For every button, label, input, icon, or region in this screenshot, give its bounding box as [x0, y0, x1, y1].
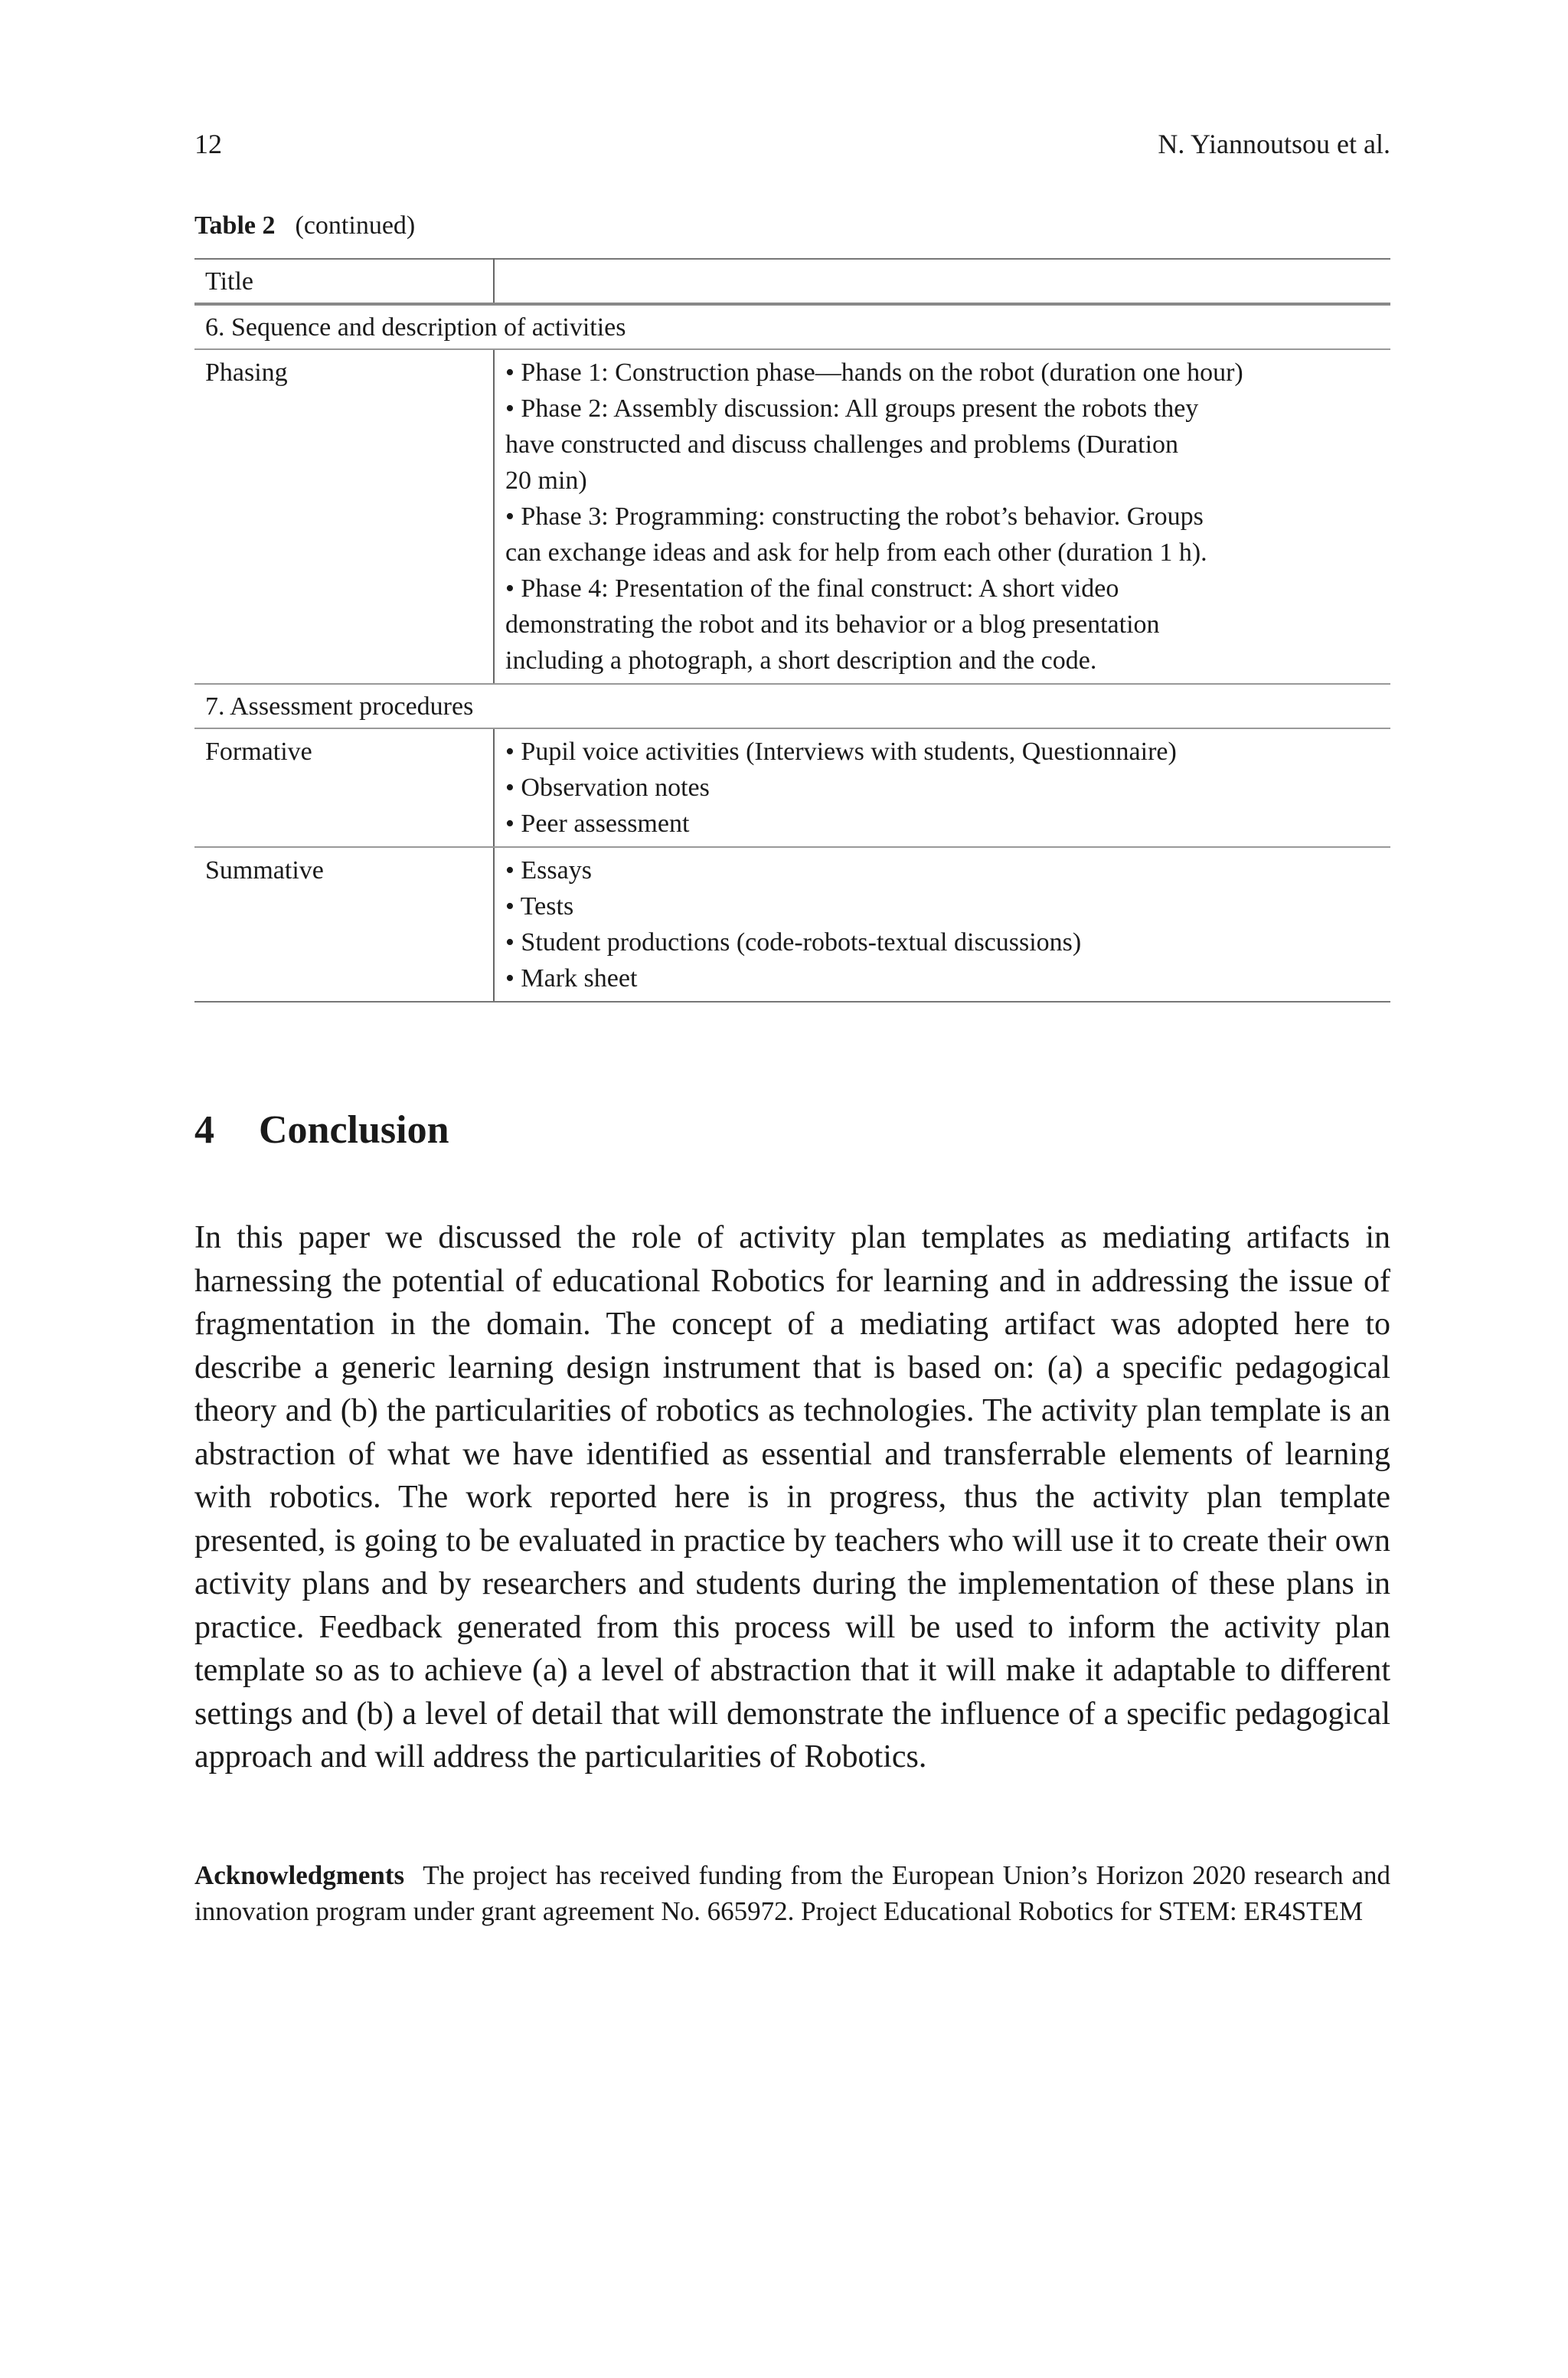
table-header-title: Title [194, 259, 494, 304]
formative-item: • Pupil voice activities (Interviews with students, Questionnaire) [505, 738, 1177, 766]
summative-item: • Essays [505, 856, 592, 885]
phasing-line: can exchange ideas and ask for help from each other (duration 1 h). [505, 538, 1207, 567]
formative-item: • Peer assessment [505, 810, 690, 838]
section-title: Conclusion [259, 1108, 449, 1152]
phasing-line: • Phase 4: Presentation of the final construct: A short video [505, 574, 1119, 603]
row-content-formative [494, 728, 1390, 847]
phasing-line: • Phase 1: Construction phase—hands on the robot (duration one hour) [505, 358, 1243, 387]
row-content-phasing [494, 349, 1390, 684]
summative-item: • Student productions (code-robots-textual discussions) [505, 928, 1082, 957]
table-header-row [194, 259, 1390, 304]
table-section-row [194, 304, 1390, 349]
table-caption [194, 210, 415, 242]
section-number: 4 [194, 1108, 214, 1152]
row-label-phasing: Phasing [194, 349, 494, 684]
section-title-sequence: 6. Sequence and description of activities [194, 304, 1390, 349]
table-section-row [194, 684, 1390, 728]
running-head-authors: N. Yiannoutsou et al. [1158, 129, 1390, 159]
running-head [194, 127, 1390, 161]
acknowledgments-label: Acknowledgments [194, 1860, 405, 1890]
conclusion-paragraph: In this paper we discussed the role of activity plan templates as mediating artifacts in harnessing the potential of educational Robotics for learning and in addressing the issue of fragmentation in the domain. The concept of a mediating artifact was adopted here to describe a generic learning design instrument that is based on: (a) a specific pedagogical theory and (b) the particularities of robotics as technologies. The activity plan template is an abstraction of what we have identified as essential and transferrable elements of learning with robotics. The work reported here is in progress, thus the activity plan template presented, is going to be evaluated in practice by teachers who will use it to create their own activity plans and by researchers and students during the implementation of these plans in practice. Feedback generated from this process will be used to inform the activity plan template so as to achieve (a) a level of abstraction that it will make it adaptable to different settings and (b) a level of detail that will demonstrate the influence of a specific pedagogical approach and will address the particularities of Robotics. [194, 1220, 1390, 1775]
phasing-line: including a photograph, a short description and the code. [505, 646, 1097, 675]
formative-item: • Observation notes [505, 774, 710, 802]
page [194, 0, 1390, 2378]
phasing-line: have constructed and discuss challenges and problems (Duration [505, 430, 1179, 459]
row-content-summative [494, 847, 1390, 1002]
phasing-line: 20 min) [505, 466, 587, 495]
activity-plan-table [194, 258, 1390, 1003]
section-heading [194, 1106, 449, 1155]
row-label-summative: Summative [194, 847, 494, 1002]
phasing-line: • Phase 2: Assembly discussion: All groups present the robots they [505, 394, 1199, 423]
table-row-summative [194, 847, 1390, 1002]
summative-item: • Tests [505, 892, 574, 921]
acknowledgments-text: The project has received funding from the European Union’s Horizon 2020 research and innovation program under grant agreement No. 665972. Project Educational Robotics for STEM: ER4STEM [194, 1860, 1390, 1926]
acknowledgments [194, 1857, 1390, 1929]
phasing-line: demonstrating the robot and its behavior or a blog presentation [505, 610, 1160, 639]
summative-item: • Mark sheet [505, 964, 638, 993]
table-header-empty [494, 259, 1390, 304]
section-title-assessment: 7. Assessment procedures [194, 684, 1390, 728]
table-caption-label: Table 2 [194, 211, 276, 240]
table-row-phasing [194, 349, 1390, 684]
phasing-line: • Phase 3: Programming: constructing the robot’s behavior. Groups [505, 502, 1204, 531]
table-row-formative [194, 728, 1390, 847]
table-caption-continued: (continued) [295, 211, 416, 240]
row-label-formative: Formative [194, 728, 494, 847]
page-number: 12 [194, 129, 222, 159]
